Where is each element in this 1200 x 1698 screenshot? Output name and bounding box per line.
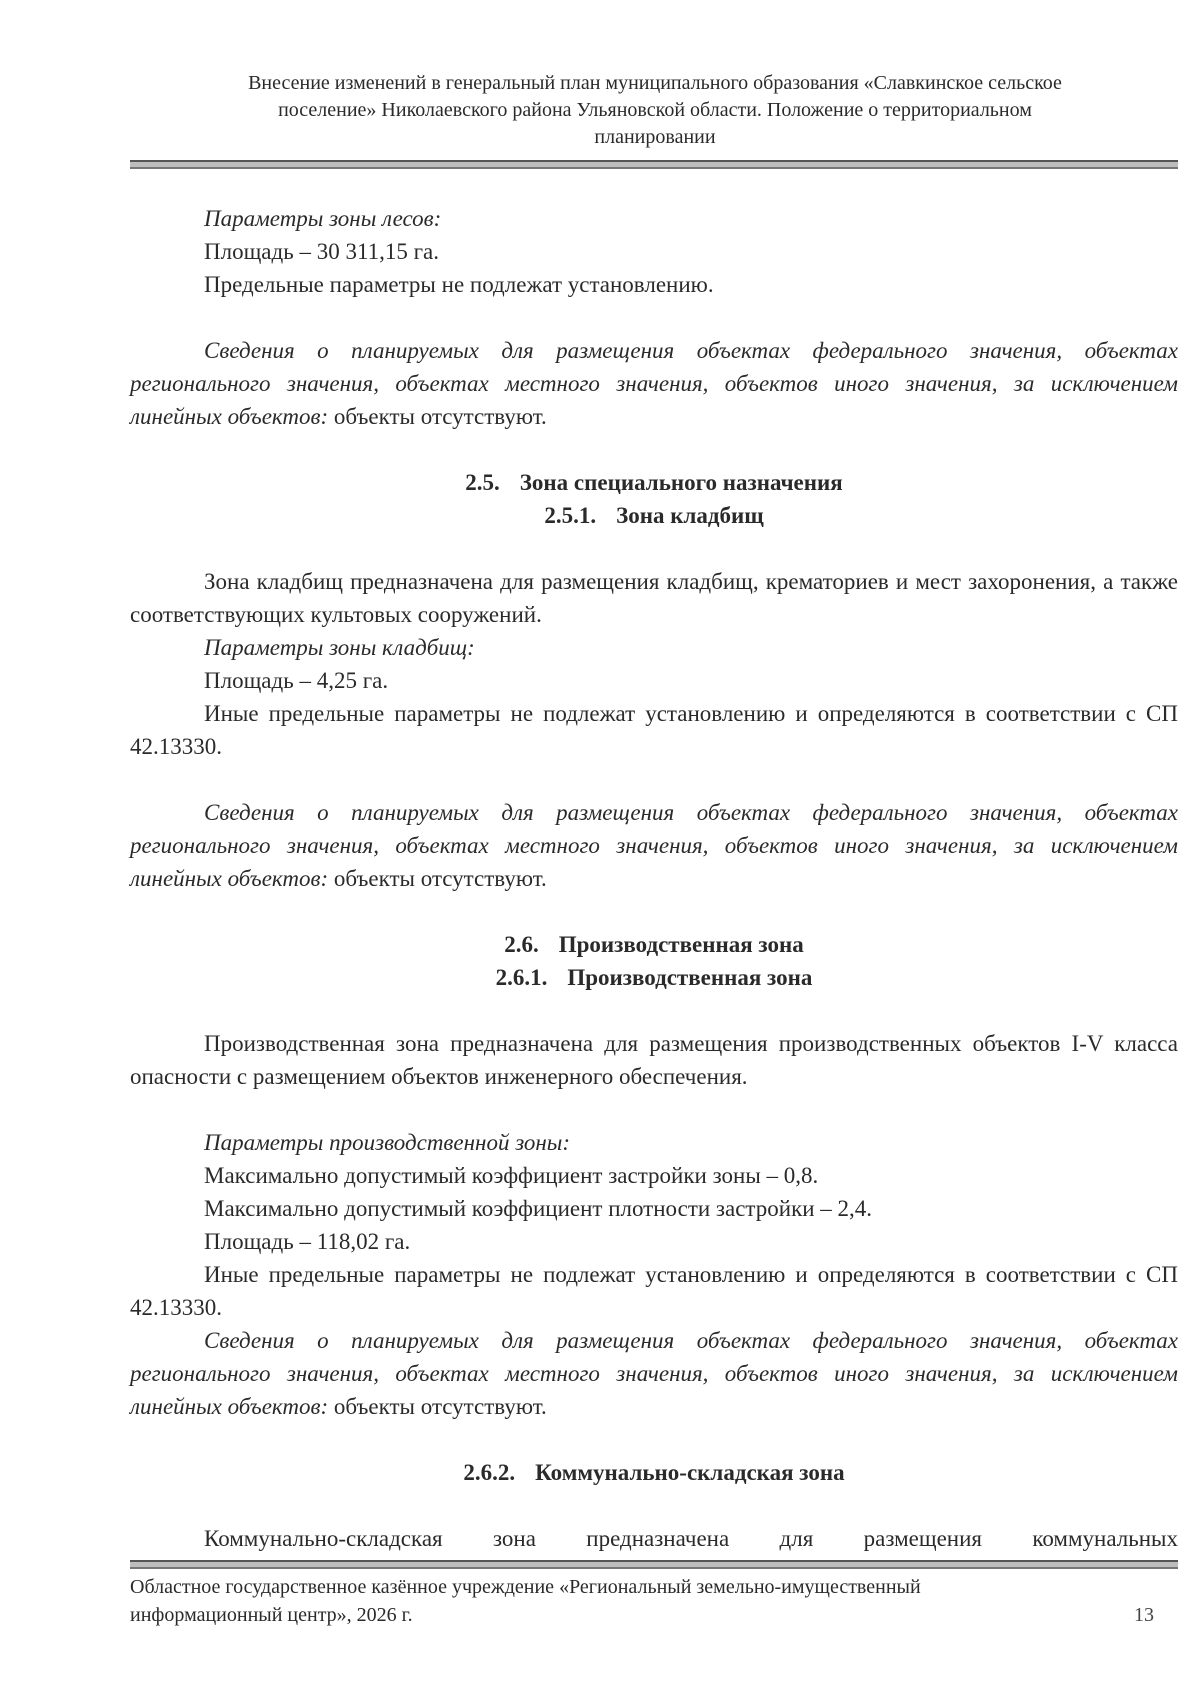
section-heading-2-5 bbox=[130, 466, 1178, 499]
page-number: 13 bbox=[1134, 1604, 1154, 1626]
planned-info-label: Сведения о планируемых для размещения объектах федерального значения, объектах регионального значения, объектах местного значения, объектов иного значения, за исключением линейных объектов: bbox=[130, 800, 1178, 891]
subsection-title: Коммунально-складская зона bbox=[535, 1460, 845, 1485]
header-line-2: поселение» Николаевского района Ульяновской области. Положение о территориальном bbox=[278, 99, 1032, 121]
footer-line-2: информационный центр», 2026 г. bbox=[130, 1604, 413, 1626]
planned-info-label: Сведения о планируемых для размещения объектах федерального значения, объектах регионального значения, объектах местного значения, объектов иного значения, за исключением линейных объектов: bbox=[130, 338, 1178, 429]
planned-info-label: Сведения о планируемых для размещения объектах федерального значения, объектах регионального значения, объектах местного значения, объектов иного значения, за исключением линейных объектов: bbox=[130, 1328, 1178, 1419]
subsection-number: 2.5.1. bbox=[544, 503, 597, 528]
production-planned-info bbox=[130, 1324, 1178, 1423]
planned-info-value: объекты отсутствуют. bbox=[328, 1394, 547, 1419]
footer-line-1: Областное государственное казённое учреждение «Региональный земельно-имущественный bbox=[130, 1576, 921, 1598]
forest-params-label: Параметры зоны лесов: bbox=[204, 206, 442, 231]
section-title: Производственная зона bbox=[558, 932, 804, 957]
subsection-title: Зона кладбищ bbox=[616, 503, 764, 528]
production-description: Производственная зона предназначена для размещения производственных объектов I-V класса опасности с размещением объектов инженерного обеспечения. bbox=[130, 1031, 1178, 1089]
footer-divider bbox=[130, 1560, 1178, 1569]
subsection-heading-2-6-2 bbox=[130, 1456, 1178, 1489]
document-footer bbox=[130, 1573, 1178, 1629]
header-divider bbox=[130, 160, 1178, 169]
cemetery-area: Площадь – 4,25 га. bbox=[204, 668, 389, 693]
document-body bbox=[130, 202, 1178, 1555]
forest-limits: Предельные параметры не подлежат установлению. bbox=[204, 272, 714, 297]
subsection-heading-2-6-1 bbox=[130, 961, 1178, 994]
document-header bbox=[130, 70, 1180, 151]
subsection-heading-2-5-1 bbox=[130, 499, 1178, 532]
forest-area: Площадь – 30 311,15 га. bbox=[204, 239, 439, 264]
production-coef-build: Максимально допустимый коэффициент застройки зоны – 0,8. bbox=[204, 1163, 819, 1188]
subsection-number: 2.6.2. bbox=[463, 1460, 516, 1485]
forest-planned-info bbox=[130, 334, 1178, 433]
cemetery-planned-info bbox=[130, 796, 1178, 895]
production-params-label: Параметры производственной зоны: bbox=[204, 1130, 571, 1155]
section-heading-2-6 bbox=[130, 928, 1178, 961]
cemetery-params-label: Параметры зоны кладбищ: bbox=[204, 635, 475, 660]
planned-info-value: объекты отсутствуют. bbox=[328, 866, 547, 891]
production-area: Площадь – 118,02 га. bbox=[204, 1229, 411, 1254]
header-line-1: Внесение изменений в генеральный план муниципального образования «Славкинское сельское bbox=[248, 72, 1062, 94]
cemetery-other-params: Иные предельные параметры не подлежат установлению и определяются в соответствии с СП 42.13330. bbox=[130, 701, 1178, 759]
planned-info-value: объекты отсутствуют. bbox=[328, 404, 547, 429]
section-number: 2.6. bbox=[504, 932, 539, 957]
subsection-title: Производственная зона bbox=[567, 965, 813, 990]
section-number: 2.5. bbox=[465, 470, 500, 495]
header-line-3: планировании bbox=[594, 126, 716, 148]
section-title: Зона специального назначения bbox=[519, 470, 843, 495]
production-coef-density: Максимально допустимый коэффициент плотности застройки – 2,4. bbox=[204, 1196, 873, 1221]
cemetery-description: Зона кладбищ предназначена для размещения кладбищ, крематориев и мест захоронения, а также соответствующих культовых сооружений. bbox=[130, 569, 1178, 627]
production-other-params: Иные предельные параметры не подлежат установлению и определяются в соответствии с СП 42.13330. bbox=[130, 1262, 1178, 1320]
warehouse-description: Коммунально-складская зона предназначена для размещения коммунальных bbox=[204, 1526, 1178, 1551]
subsection-number: 2.6.1. bbox=[495, 965, 548, 990]
